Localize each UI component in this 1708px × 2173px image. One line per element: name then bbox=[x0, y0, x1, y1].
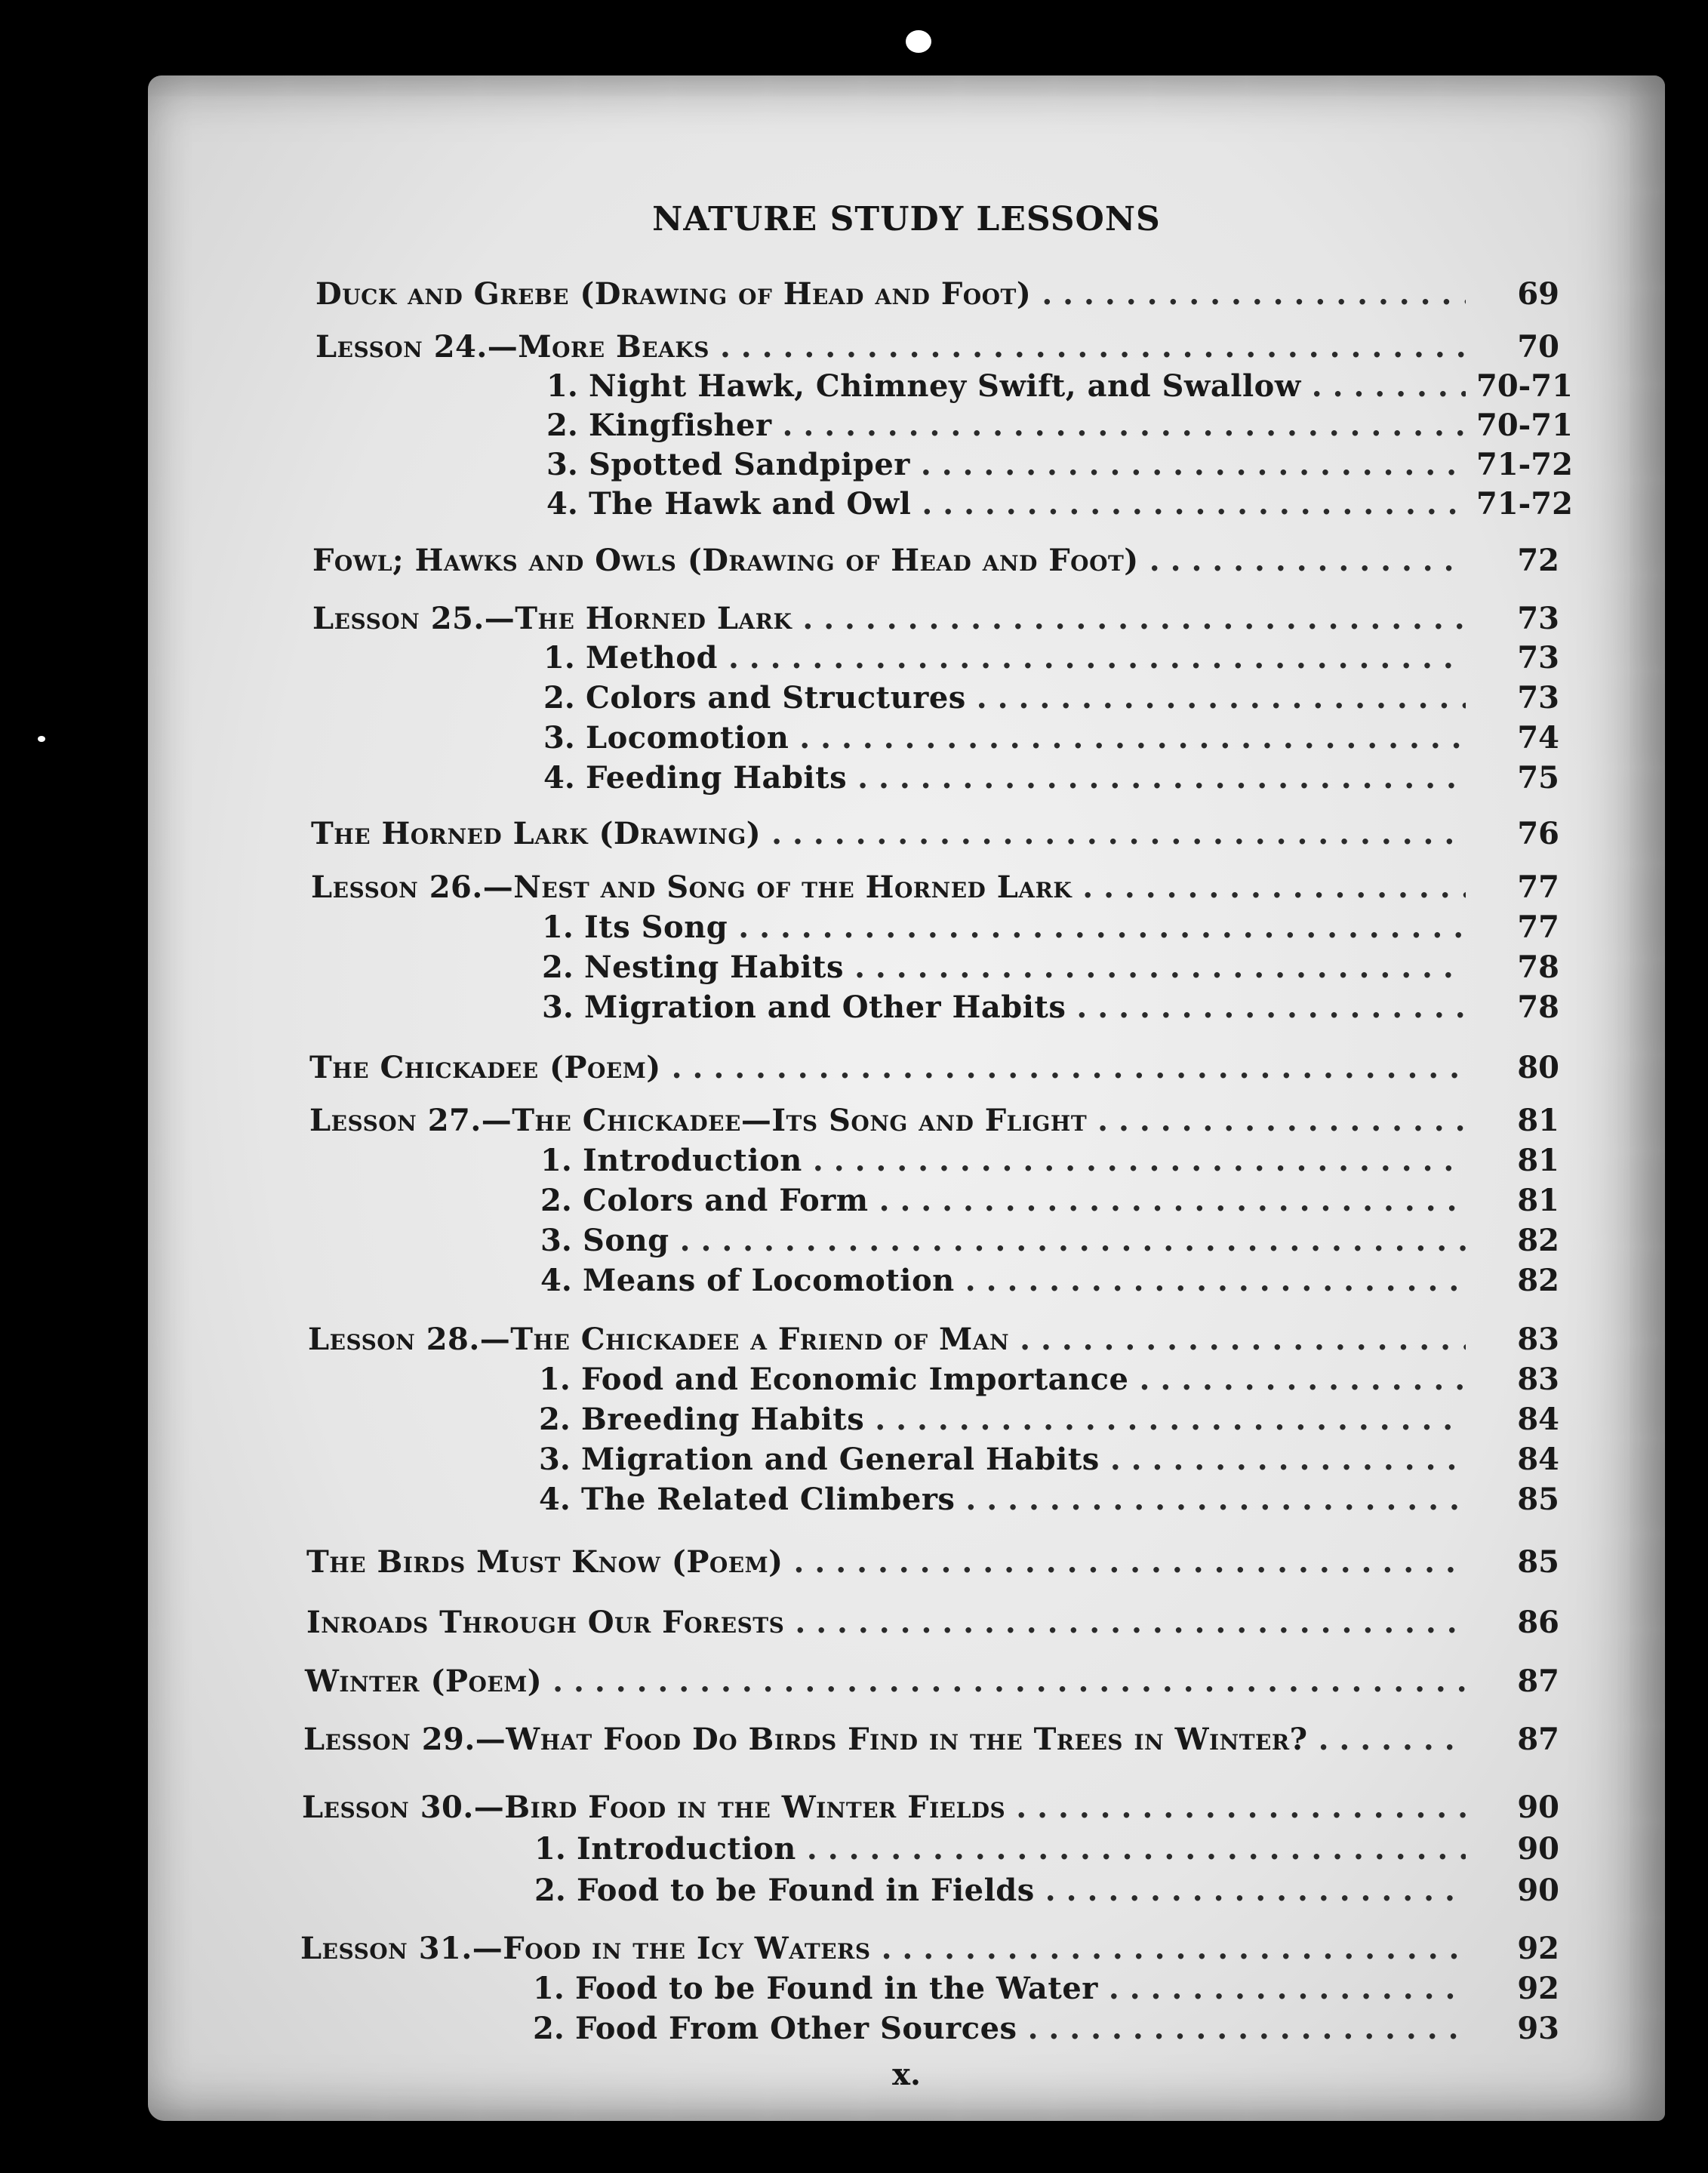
subentry-number: 1. bbox=[540, 1143, 572, 1178]
leader-dots bbox=[965, 1485, 1466, 1515]
leader-dots bbox=[680, 1226, 1466, 1256]
entry-title: The Birds Must Know (Poem) bbox=[306, 1544, 783, 1580]
entry-title: Introduction bbox=[583, 1143, 802, 1178]
entry-page-number: 87 bbox=[1517, 1664, 1559, 1699]
subentry-number: 3. bbox=[542, 990, 574, 1025]
entry-title: Feeding Habits bbox=[586, 760, 848, 796]
toc-entry bbox=[315, 276, 1559, 312]
toc-subentry bbox=[533, 2011, 1559, 2046]
page-title: NATURE STUDY LESSONS bbox=[652, 200, 1161, 239]
subentry-number: 2. bbox=[542, 950, 574, 985]
entry-page-number: 81 bbox=[1517, 1143, 1559, 1178]
entry-title: Lesson 27.—The Chickadee—Its Song and Flight bbox=[309, 1103, 1088, 1138]
toc-subentry bbox=[543, 680, 1559, 716]
entry-page-number: 82 bbox=[1517, 1223, 1559, 1258]
table-of-contents bbox=[148, 75, 1665, 2121]
entry-page-number: 71-72 bbox=[1476, 486, 1573, 522]
leader-dots bbox=[795, 1608, 1466, 1638]
entry-page-number: 90 bbox=[1517, 1873, 1559, 1908]
leader-dots bbox=[807, 1834, 1466, 1864]
entry-title: Duck and Grebe (Drawing of Head and Foot) bbox=[315, 276, 1032, 312]
entry-title: Song bbox=[583, 1223, 669, 1258]
entry-page-number: 73 bbox=[1517, 680, 1559, 716]
entry-title: Its Song bbox=[584, 910, 728, 945]
toc-entry bbox=[308, 1322, 1559, 1357]
toc-entry bbox=[309, 1050, 1559, 1085]
entry-page-number: 92 bbox=[1517, 1971, 1559, 2006]
toc-subentry bbox=[543, 640, 1559, 676]
toc-subentry bbox=[539, 1402, 1559, 1437]
entry-title: Nesting Habits bbox=[584, 950, 845, 985]
leader-dots bbox=[720, 332, 1466, 362]
toc-subentry bbox=[546, 486, 1573, 522]
leader-dots bbox=[771, 819, 1466, 849]
leader-dots bbox=[922, 489, 1466, 519]
entry-title: Food and Economic Importance bbox=[581, 1362, 1129, 1397]
entry-title: Means of Locomotion bbox=[583, 1263, 955, 1298]
entry-title: Food From Other Sources bbox=[575, 2011, 1017, 2046]
entry-page-number: 77 bbox=[1517, 910, 1559, 945]
entry-title: Introduction bbox=[577, 1831, 796, 1867]
entry-title: Night Hawk, Chimney Swift, and Swallow bbox=[589, 368, 1301, 404]
leader-dots bbox=[879, 1186, 1466, 1216]
leader-dots bbox=[728, 643, 1466, 673]
subentry-number: 1. bbox=[543, 640, 575, 676]
toc-subentry bbox=[542, 990, 1559, 1025]
toc-entry bbox=[309, 1103, 1559, 1138]
subentry-number: 3. bbox=[539, 1442, 571, 1477]
leader-dots bbox=[882, 1934, 1466, 1964]
entry-page-number: 77 bbox=[1517, 870, 1559, 905]
leader-dots bbox=[1045, 1876, 1466, 1906]
subentry-number: 1. bbox=[533, 1971, 565, 2006]
book-page bbox=[148, 75, 1665, 2121]
entry-title: Migration and Other Habits bbox=[584, 990, 1066, 1025]
toc-subentry bbox=[540, 1223, 1559, 1258]
entry-page-number: 90 bbox=[1517, 1831, 1559, 1867]
toc-subentry bbox=[543, 720, 1559, 756]
entry-title: Kingfisher bbox=[589, 408, 772, 443]
leader-dots bbox=[1016, 1793, 1466, 1823]
entry-page-number: 80 bbox=[1517, 1050, 1559, 1085]
entry-page-number: 73 bbox=[1517, 640, 1559, 676]
subentry-number: 2. bbox=[543, 680, 575, 716]
toc-subentry bbox=[546, 447, 1573, 482]
entry-page-number: 73 bbox=[1517, 601, 1559, 636]
entry-page-number: 85 bbox=[1517, 1482, 1559, 1517]
entry-page-number: 81 bbox=[1517, 1103, 1559, 1138]
toc-subentry bbox=[539, 1362, 1559, 1397]
entry-page-number: 90 bbox=[1517, 1790, 1559, 1825]
leader-dots bbox=[783, 411, 1466, 441]
entry-page-number: 87 bbox=[1517, 1722, 1559, 1757]
subentry-number: 4. bbox=[543, 760, 575, 796]
toc-subentry bbox=[546, 408, 1573, 443]
entry-page-number: 93 bbox=[1517, 2011, 1559, 2046]
entry-page-number: 69 bbox=[1517, 276, 1559, 312]
toc-entry bbox=[302, 1790, 1559, 1825]
entry-title: Colors and Form bbox=[583, 1183, 869, 1218]
leader-dots bbox=[1149, 546, 1466, 576]
entry-page-number: 86 bbox=[1517, 1605, 1559, 1640]
entry-page-number: 70-71 bbox=[1476, 408, 1573, 443]
toc-entry bbox=[311, 870, 1559, 905]
entry-title: Lesson 28.—The Chickadee a Friend of Man bbox=[308, 1322, 1010, 1357]
entry-title: Breeding Habits bbox=[581, 1402, 865, 1437]
entry-title: Colors and Structures bbox=[586, 680, 966, 716]
entry-title: Food to be Found in Fields bbox=[577, 1873, 1035, 1908]
entry-title: Lesson 24.—More Beaks bbox=[315, 329, 709, 365]
subentry-number: 4. bbox=[546, 486, 578, 522]
toc-entry bbox=[315, 329, 1559, 365]
scan-speck bbox=[906, 30, 931, 53]
subentry-number: 3. bbox=[546, 447, 578, 482]
entry-title: Lesson 31.—Food in the Icy Waters bbox=[300, 1931, 871, 1966]
entry-page-number: 85 bbox=[1517, 1544, 1559, 1580]
toc-subentry bbox=[539, 1482, 1559, 1517]
entry-title: Food to be Found in the Water bbox=[575, 1971, 1098, 2006]
toc-subentry bbox=[543, 760, 1559, 796]
leader-dots bbox=[738, 913, 1466, 943]
entry-page-number: 84 bbox=[1517, 1402, 1559, 1437]
leader-dots bbox=[854, 953, 1466, 983]
toc-entry bbox=[300, 1931, 1559, 1966]
subentry-number: 4. bbox=[540, 1263, 572, 1298]
entry-page-number: 70-71 bbox=[1476, 368, 1573, 404]
leader-dots bbox=[875, 1405, 1466, 1435]
entry-title: Spotted Sandpiper bbox=[589, 447, 910, 482]
leader-dots bbox=[1110, 1445, 1466, 1475]
entry-title: Migration and General Habits bbox=[581, 1442, 1100, 1477]
toc-subentry bbox=[534, 1873, 1559, 1908]
leader-dots bbox=[1312, 371, 1466, 402]
entry-page-number: 78 bbox=[1517, 950, 1559, 985]
toc-subentry bbox=[540, 1183, 1559, 1218]
toc-subentry bbox=[540, 1143, 1559, 1178]
leader-dots bbox=[799, 723, 1466, 753]
toc-entry bbox=[312, 601, 1559, 636]
toc-subentry bbox=[533, 1971, 1559, 2006]
toc-entry bbox=[303, 1722, 1559, 1757]
entry-page-number: 83 bbox=[1517, 1322, 1559, 1357]
subentry-number: 1. bbox=[534, 1831, 566, 1867]
entry-page-number: 92 bbox=[1517, 1931, 1559, 1966]
subentry-number: 1. bbox=[546, 368, 578, 404]
leader-dots bbox=[977, 683, 1466, 713]
toc-entry bbox=[306, 1605, 1559, 1640]
entry-page-number: 83 bbox=[1517, 1362, 1559, 1397]
toc-subentry bbox=[534, 1831, 1559, 1867]
subentry-number: 2. bbox=[540, 1183, 572, 1218]
subentry-number: 4. bbox=[539, 1482, 571, 1517]
leader-dots bbox=[1109, 1974, 1466, 2004]
entry-title: The Related Climbers bbox=[581, 1482, 956, 1517]
entry-title: Method bbox=[586, 640, 718, 676]
toc-entry bbox=[312, 543, 1559, 578]
entry-title: Lesson 26.—Nest and Song of the Horned Lark bbox=[311, 870, 1073, 905]
subentry-number: 1. bbox=[542, 910, 574, 945]
leader-dots bbox=[965, 1266, 1466, 1296]
entry-title: Inroads Through Our Forests bbox=[306, 1605, 785, 1640]
entry-title: Winter (Poem) bbox=[305, 1664, 543, 1699]
toc-subentry bbox=[540, 1263, 1559, 1298]
leader-dots bbox=[1028, 2014, 1466, 2044]
entry-page-number: 82 bbox=[1517, 1263, 1559, 1298]
leader-dots bbox=[1139, 1365, 1466, 1395]
entry-page-number: 84 bbox=[1517, 1442, 1559, 1477]
leader-dots bbox=[921, 450, 1466, 480]
toc-subentry bbox=[542, 910, 1559, 945]
subentry-number: 1. bbox=[539, 1362, 571, 1397]
entry-title: The Horned Lark (Drawing) bbox=[311, 816, 762, 851]
leader-dots bbox=[794, 1547, 1466, 1577]
subentry-number: 2. bbox=[546, 408, 578, 443]
entry-title: Fowl; Hawks and Owls (Drawing of Head and Foot) bbox=[312, 543, 1139, 578]
subentry-number: 2. bbox=[539, 1402, 571, 1437]
entry-title: Lesson 30.—Bird Food in the Winter Fields bbox=[302, 1790, 1006, 1825]
leader-dots bbox=[672, 1053, 1466, 1083]
leader-dots bbox=[802, 604, 1466, 634]
leader-dots bbox=[1097, 1106, 1466, 1136]
entry-page-number: 74 bbox=[1517, 720, 1559, 756]
subentry-number: 2. bbox=[534, 1873, 566, 1908]
leader-dots bbox=[857, 763, 1466, 793]
subentry-number: 3. bbox=[540, 1223, 572, 1258]
entry-page-number: 71-72 bbox=[1476, 447, 1573, 482]
entry-page-number: 75 bbox=[1517, 760, 1559, 796]
entry-page-number: 78 bbox=[1517, 990, 1559, 1025]
toc-subentry bbox=[542, 950, 1559, 985]
leader-dots bbox=[1076, 993, 1466, 1023]
toc-subentry bbox=[546, 368, 1573, 404]
entry-title: Lesson 25.—The Horned Lark bbox=[312, 601, 792, 636]
entry-title: Lesson 29.—What Food Do Birds Find in the Trees in Winter? bbox=[303, 1722, 1308, 1757]
entry-title: The Chickadee (Poem) bbox=[309, 1050, 661, 1085]
leader-dots bbox=[813, 1146, 1466, 1176]
toc-subentry bbox=[539, 1442, 1559, 1477]
toc-entry bbox=[306, 1544, 1559, 1580]
leader-dots bbox=[1020, 1325, 1466, 1355]
entry-title: Locomotion bbox=[586, 720, 789, 756]
entry-page-number: 81 bbox=[1517, 1183, 1559, 1218]
subentry-number: 2. bbox=[533, 2011, 565, 2046]
leader-dots bbox=[1042, 279, 1466, 309]
entry-page-number: 76 bbox=[1517, 816, 1559, 851]
leader-dots bbox=[1082, 873, 1466, 903]
subentry-number: 3. bbox=[543, 720, 575, 756]
entry-title: The Hawk and Owl bbox=[589, 486, 912, 522]
page-folio-number: x. bbox=[892, 2057, 921, 2092]
scan-speck bbox=[38, 736, 45, 742]
toc-entry bbox=[311, 816, 1559, 851]
entry-page-number: 70 bbox=[1517, 329, 1559, 365]
entry-page-number: 72 bbox=[1517, 543, 1559, 578]
leader-dots bbox=[1319, 1725, 1466, 1755]
toc-entry bbox=[305, 1664, 1559, 1699]
leader-dots bbox=[552, 1667, 1466, 1697]
